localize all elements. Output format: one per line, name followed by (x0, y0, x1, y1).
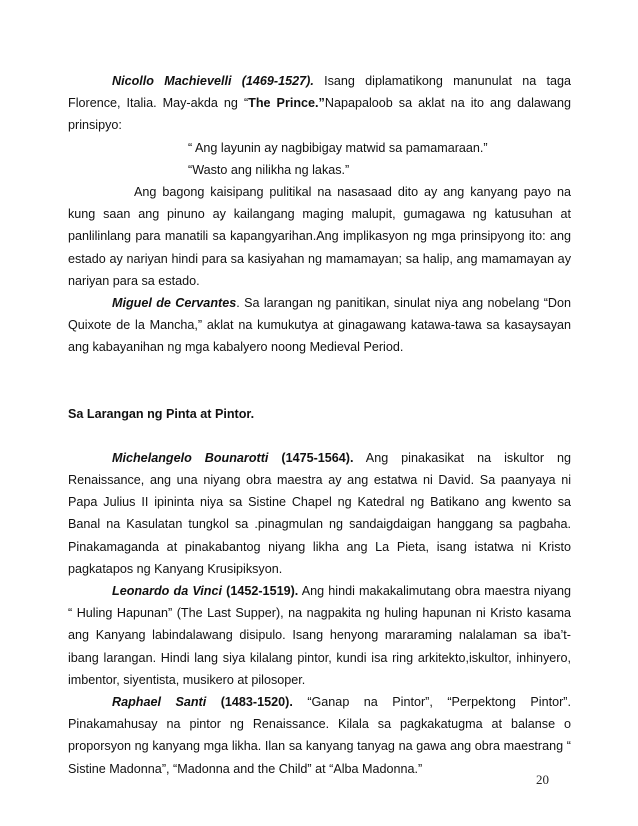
quote-1: “ Ang layunin ay nagbibigay matwid sa pamamaraan.” (188, 140, 488, 155)
quote-2: “Wasto ang nilikha ng lakas.” (188, 162, 350, 177)
paragraph-idea: Ang bagong kaisipang pulitikal na nasasaad dito ay ang kanyang payo na kung saan ang pinuno ay kailangang maging malupit, gumagawa ng katusuhan at panlilinlang para manatili sa kapangyarihan.Ang implikasyon ng mga prinsipyong ito: ang estado ay nariyan hindi para sa kasiyahan ng mamamayan; sa halip, ang mamamayan ay nariyan para sa estado. (68, 185, 571, 288)
page-content (68, 70, 571, 780)
name-cervantes: Miguel de Cervantes (112, 296, 237, 311)
paragraph-michelangelo: Michelangelo Bounarotti (1475-1564). Ang pinakasikat na iskultor ng Renaissance, ang una niyang obra maestra ay ang estatwa ni David. Sa paanyaya ni Papa Julius II ipininta niya sa Sistine Chapel ng Katedral ng Batikano ang kwento sa Banal na Kasulatan tungkol sa .pinagmulan ng sandaigdaigan hanggang sa pagbaha. Pinakamaganda at pinakabantog niyang likha ang La Pieta, isang istatwa ni Kristo pagkatapos ng Kanyang Krusipiksyon. (68, 450, 571, 576)
section-heading: Sa Larangan ng Pinta at Pintor. (68, 406, 255, 421)
name-michelangelo: Michelangelo Bounarotti (112, 450, 269, 465)
paragraph-machiavelli: Nicollo Machievelli (1469-1527). Isang diplamatikong manunulat na taga Florence, Italia. May-akda ng “The Prince.”Napapaloob sa aklat na ito ang dalawang prinsipyo: (68, 74, 572, 133)
paragraph-raphael: Raphael Santi (1483-1520). “Ganap na Pintor”, “Perpektong Pintor”. Pinakamahusay na pintor ng Renaissance. Kilala sa pagkakatugma at balanse o proporsyon ng kanyang mga likha. Ilan sa kanyang tanyag na gawa ang obra maestrang “ Sistine Madonna”, “Madonna and the Child” at “Alba Madonna.” (68, 695, 571, 776)
paragraph-davinci: Leonardo da Vinci (1452-1519). Ang hindi makakalimutang obra maestra niyang “ Huling Hapunan” (The Last Supper), na nagpakita ng huling hapunan ni Kristo kasama ang Kanyang labindalawang disipulo. Isang henyong mararaming nalalaman sa iba’t- ibang larangan. Hindi lang siya kilalang pintor, kundi isa ring arkitekto,iskultor, inhinyero, imbentor, siyentista, musikero at pilosoper. (68, 584, 571, 687)
page-number: 20 (536, 772, 549, 787)
name-davinci: Leonardo da Vinci (112, 584, 222, 599)
name-machiavelli: Nicollo Machievelli (1469-1527). (112, 74, 314, 88)
name-raphael: Raphael Santi (112, 695, 207, 710)
paragraph-cervantes: Miguel de Cervantes. Sa larangan ng panitikan, sinulat niya ang nobelang “Don Quixote de la Mancha,” aklat na kumukutya at ginagawang katawa-tawa sa kasaysayan ang kabayanihan ng mga kabalyero noong Medieval Period. (68, 296, 571, 355)
